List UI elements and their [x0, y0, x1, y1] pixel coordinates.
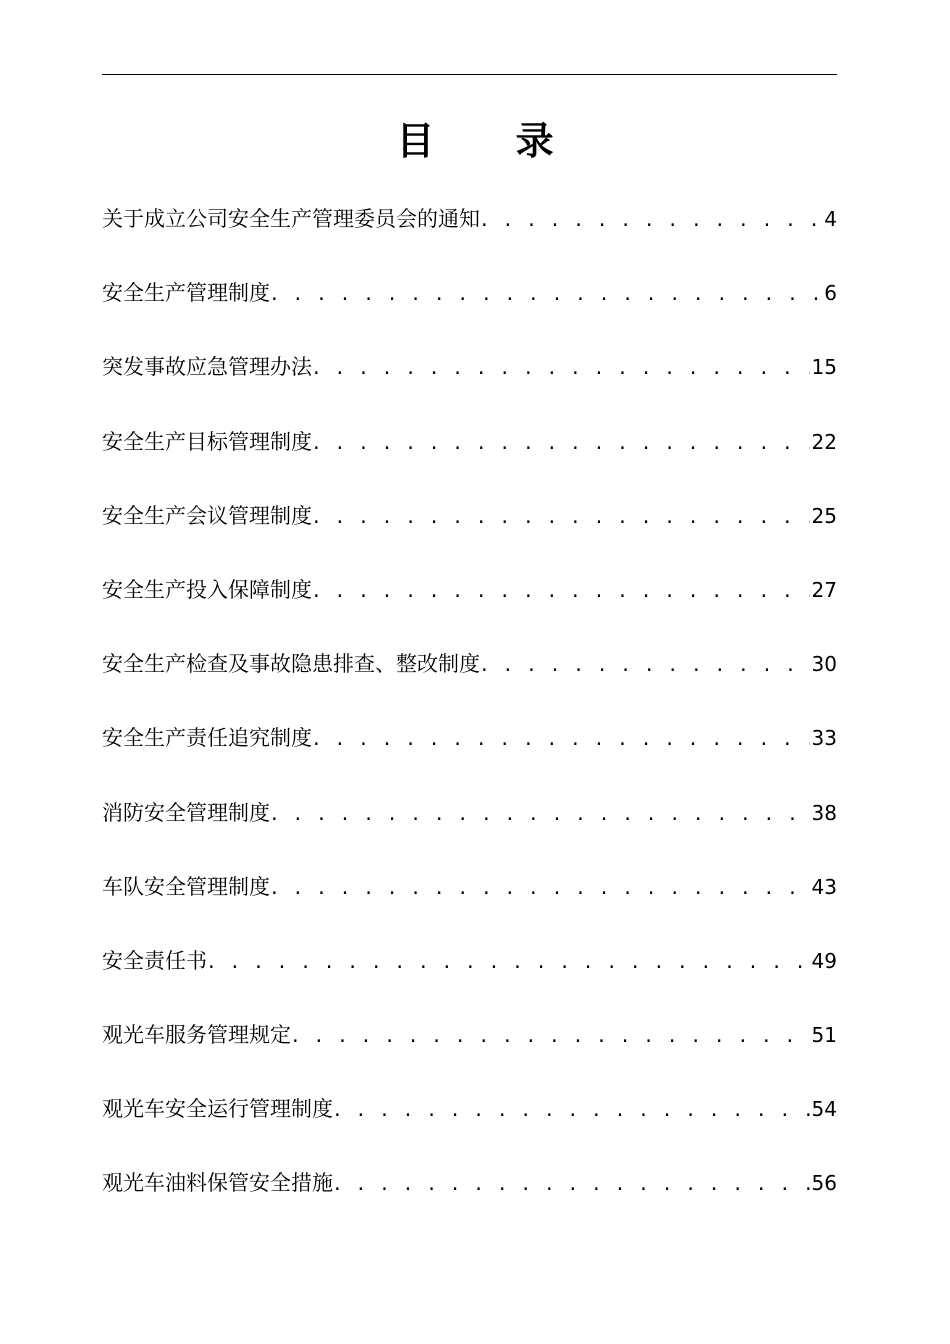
- toc-entry-title: 关于成立公司安全生产管理委员会的通知: [102, 207, 480, 231]
- dot-leader: [313, 566, 810, 614]
- dot-leader: [313, 492, 810, 540]
- dot-leader: [334, 1159, 810, 1207]
- toc-page-number: 54: [811, 1097, 837, 1122]
- toc-entry[interactable]: [102, 863, 837, 937]
- toc-page-number: 33: [811, 726, 837, 751]
- toc-page-number: 51: [811, 1023, 837, 1048]
- toc-page-number: 27: [811, 577, 837, 602]
- page-title: 目 录: [396, 119, 588, 163]
- toc-entry-title: 观光车服务管理规定: [102, 1023, 291, 1048]
- toc-entry[interactable]: [102, 640, 837, 714]
- toc-entry[interactable]: [102, 1011, 837, 1085]
- toc-entry[interactable]: [102, 937, 837, 1011]
- toc-entry-title: 安全生产检查及事故隐患排查、整改制度: [102, 652, 480, 677]
- toc-entry-title: 消防安全管理制度: [102, 800, 270, 825]
- toc-page-number: 43: [811, 874, 837, 899]
- dot-leader: [292, 1011, 810, 1059]
- header-rule: [102, 74, 837, 75]
- toc-page-number: 49: [811, 948, 837, 973]
- toc-entry[interactable]: [102, 269, 837, 343]
- toc-entry-title: 突发事故应急管理办法: [102, 355, 312, 380]
- dot-leader: [481, 195, 822, 243]
- dot-leader: [271, 269, 822, 317]
- toc-entry-title: 安全生产目标管理制度: [102, 429, 312, 454]
- table-of-contents: [102, 195, 837, 1234]
- toc-page-number: 38: [811, 800, 837, 825]
- toc-entry[interactable]: [102, 418, 837, 492]
- dot-leader: [481, 640, 810, 688]
- dot-leader: [334, 1085, 810, 1133]
- toc-entry[interactable]: [102, 195, 837, 269]
- toc-entry[interactable]: [102, 566, 837, 640]
- toc-entry-title: 安全责任书: [102, 948, 207, 973]
- dot-leader: [313, 343, 810, 391]
- toc-entry[interactable]: [102, 1085, 837, 1159]
- toc-entry[interactable]: [102, 343, 837, 417]
- toc-page-number: 4: [824, 207, 837, 231]
- toc-page-number: 56: [811, 1171, 837, 1196]
- toc-page-number: 30: [811, 652, 837, 677]
- toc-page-number: 22: [811, 429, 837, 454]
- dot-leader: [271, 789, 810, 837]
- toc-page-number: 15: [811, 355, 837, 380]
- toc-entry-title: 安全生产管理制度: [102, 281, 270, 306]
- toc-entry[interactable]: [102, 1159, 837, 1233]
- toc-entry[interactable]: [102, 492, 837, 566]
- dot-leader: [271, 863, 810, 911]
- toc-entry-title: 安全生产责任追究制度: [102, 726, 312, 751]
- toc-entry-title: 安全生产会议管理制度: [102, 503, 312, 528]
- toc-entry-title: 安全生产投入保障制度: [102, 577, 312, 602]
- toc-entry[interactable]: [102, 714, 837, 788]
- toc-entry-title: 观光车油料保管安全措施: [102, 1171, 333, 1196]
- toc-entry[interactable]: [102, 789, 837, 863]
- dot-leader: [313, 418, 810, 466]
- toc-page-number: 6: [824, 281, 837, 306]
- toc-entry-title: 车队安全管理制度: [102, 874, 270, 899]
- dot-leader: [208, 937, 810, 985]
- toc-entry-title: 观光车安全运行管理制度: [102, 1097, 333, 1122]
- toc-page-number: 25: [811, 503, 837, 528]
- dot-leader: [313, 714, 810, 762]
